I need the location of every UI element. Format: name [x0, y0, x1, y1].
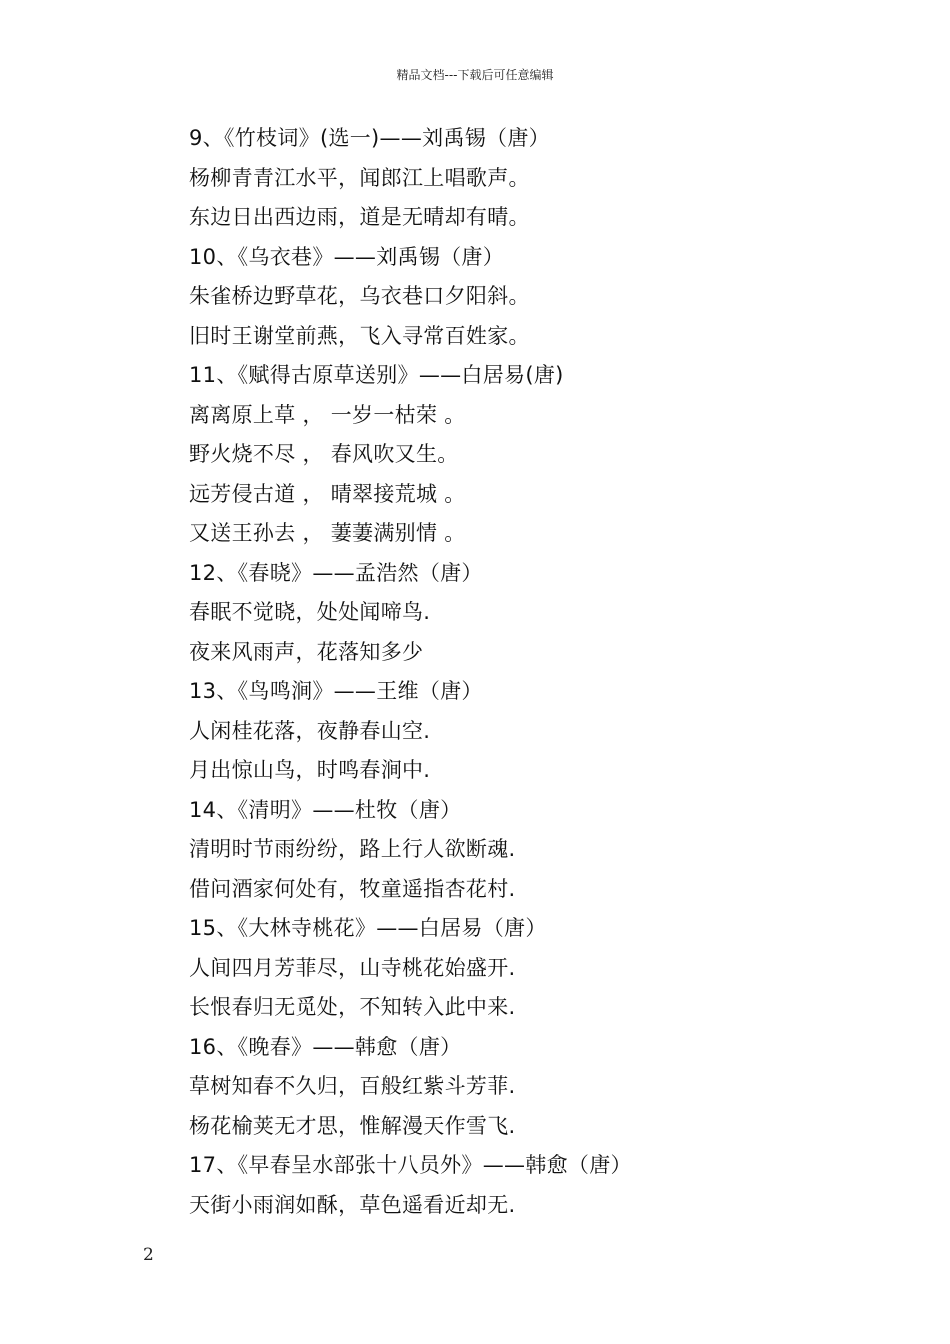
poem-title-line: 14、《清明》——杜牧（唐）	[189, 797, 462, 822]
poem-title-line: 17、《早春呈水部张十八员外》——韩愈（唐）	[189, 1153, 632, 1177]
poem-title-line: 16、《晚春》——韩愈（唐）	[189, 1034, 462, 1059]
poem-verse-line: 远芳侵古道 ， 晴翠接荒城 。	[189, 481, 466, 506]
page-header: 精品文档---下载后可任意编辑	[396, 68, 554, 82]
poem-title-line: 12、《春晓》——孟浩然（唐）	[189, 560, 483, 585]
poem-verse-line: 离离原上草 ， 一岁一枯荣 。	[189, 402, 466, 427]
poem-title-line: 13、《鸟鸣涧》——王维（唐）	[189, 679, 483, 703]
page-number: 2	[143, 1245, 154, 1265]
poem-verse-line: 东边日出西边雨，道是无晴却有晴。	[189, 205, 530, 229]
poem-text-body	[189, 119, 869, 1225]
poem-verse-line: 旧时王谢堂前燕，飞入寻常百姓家。	[189, 323, 530, 348]
poem-verse-line: 杨花榆荚无才思，惟解漫天作雪飞.	[189, 1113, 516, 1138]
poem-title-line: 11、《赋得古原草送别》——白居易(唐)	[189, 363, 564, 387]
poem-verse-line: 野火烧不尽 ， 春风吹又生。	[189, 442, 459, 466]
poem-title-line: 9、《竹枝词》(选一)——刘禹锡（唐）	[189, 126, 550, 150]
poem-verse-line: 人闲桂花落，夜静春山空.	[189, 718, 431, 743]
poem-verse-line: 人间四月芳菲尽，山寺桃花始盛开.	[189, 955, 516, 980]
poem-verse-line: 月出惊山鸟，时鸣春涧中.	[189, 758, 431, 782]
poem-verse-line: 杨柳青青江水平，闻郎江上唱歌声。	[189, 165, 530, 190]
poem-title-line: 10、《乌衣巷》——刘禹锡（唐）	[189, 244, 505, 269]
poem-verse-line: 春眠不觉晓，处处闻啼鸟.	[189, 600, 431, 624]
poem-verse-line: 夜来风雨声，花落知多少	[189, 639, 424, 664]
poem-verse-line: 又送王孙去 ， 萋萋满别情 。	[189, 521, 466, 545]
poem-verse-line: 借问酒家何处有，牧童遥指杏花村.	[189, 876, 516, 901]
poem-verse-line: 长恨春归无觅处，不知转入此中来.	[189, 995, 516, 1019]
poem-verse-line: 朱雀桥边野草花，乌衣巷口夕阳斜。	[189, 284, 530, 308]
poem-verse-line: 天街小雨润如酥，草色遥看近却无.	[189, 1192, 516, 1217]
poem-title-line: 15、《大林寺桃花》——白居易（唐）	[189, 916, 547, 940]
poem-verse-line: 清明时节雨纷纷，路上行人欲断魂.	[189, 837, 516, 861]
poem-verse-line: 草树知春不久归，百般红紫斗芳菲.	[189, 1074, 516, 1098]
